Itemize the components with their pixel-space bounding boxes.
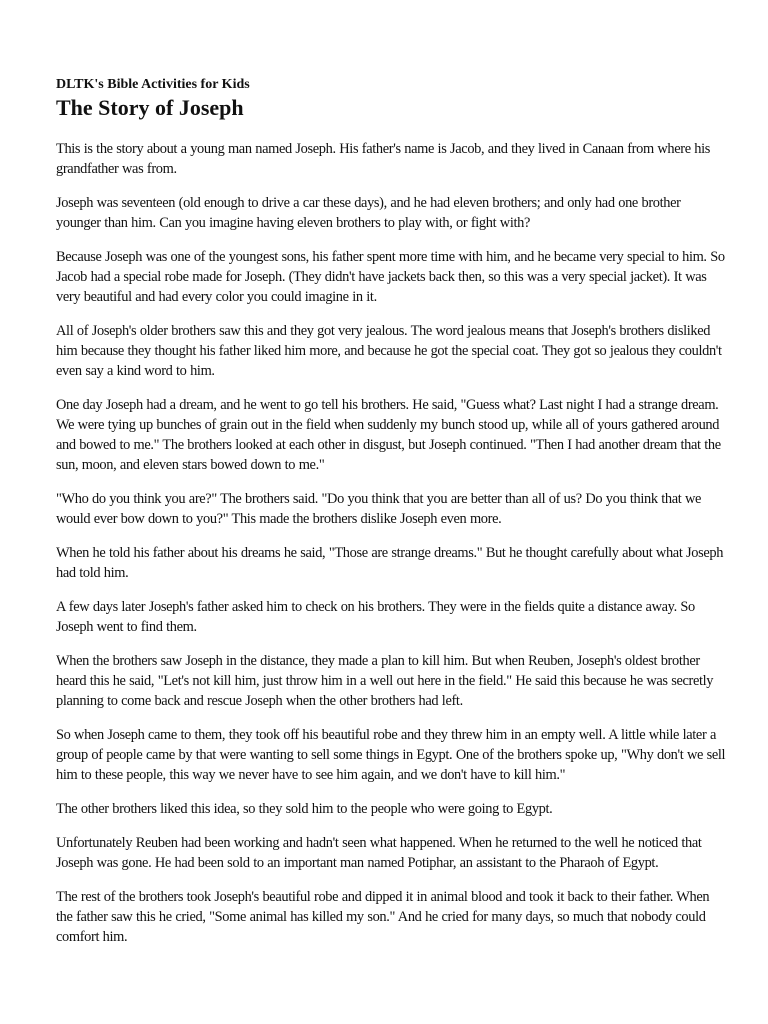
- document-page: [56, 76, 726, 961]
- paragraph: A few days later Joseph's father asked him to check on his brothers. They were in the fields quite a distance away. So Joseph went to find them.: [56, 599, 695, 635]
- paragraph: The rest of the brothers took Joseph's beautiful robe and dipped it in animal blood and took it back to their father. When the father saw this he cried, "Some animal has killed my son." And he cried for many days, so much that nobody could comfort him.: [56, 889, 710, 945]
- paragraph: Because Joseph was one of the youngest sons, his father spent more time with him, and he became very special to him. So Jacob had a special robe made for Joseph. (They didn't have jackets back then, so this was a very special jacket). It was very beautiful and had every color you could imagine in it.: [56, 249, 725, 305]
- paragraph: When the brothers saw Joseph in the distance, they made a plan to kill him. But when Reuben, Joseph's oldest brother heard this he said, "Let's not kill him, just throw him in a well out here in the field." He said this because he was secretly planning to come back and rescue Joseph when the other brothers had left.: [56, 653, 714, 709]
- paragraph: The other brothers liked this idea, so they sold him to the people who were going to Egypt.: [56, 801, 553, 817]
- site-title: DLTK's Bible Activities for Kids: [56, 77, 250, 92]
- paragraph: All of Joseph's older brothers saw this and they got very jealous. The word jealous means that Joseph's brothers disliked him because they thought his father liked him more, and because he got the special coat. They got so jealous they couldn't even say a kind word to him.: [56, 323, 722, 379]
- paragraph: "Who do you think you are?" The brothers said. "Do you think that you are better than all of us? Do you think that we would ever bow down to you?" This made the brothers dislike Joseph even more.: [56, 491, 702, 527]
- paragraph: One day Joseph had a dream, and he went to go tell his brothers. He said, "Guess what? Last night I had a strange dream. We were tying up bunches of grain out in the field when suddenly my bunch stood up, while all of yours gathered around and bowed to me." The brothers looked at each other in disgust, but Joseph continued. "Then I had another dream that the sun, moon, and eleven stars bowed down to me.": [56, 397, 721, 473]
- paragraph: When he told his father about his dreams he said, "Those are strange dreams." But he thought carefully about what Joseph had told him.: [56, 545, 724, 581]
- paragraph: This is the story about a young man named Joseph. His father's name is Jacob, and they lived in Canaan from where his grandfather was from.: [56, 141, 711, 177]
- paragraph: So when Joseph came to them, they took off his beautiful robe and they threw him in an empty well. A little while later a group of people came by that were wanting to sell some things in Egypt. One of the brothers spoke up, "Why don't we sell him to these people, this way we never have to see him again, and we don't have to kill him.": [56, 727, 726, 783]
- paragraph: Joseph was seventeen (old enough to drive a car these days), and he had eleven brothers; and only had one brother younger than him. Can you imagine having eleven brothers to play with, or fight with?: [56, 195, 681, 231]
- page-title: The Story of Joseph: [56, 95, 244, 120]
- paragraph: Unfortunately Reuben had been working and hadn't seen what happened. When he returned to the well he noticed that Joseph was gone. He had been sold to an important man named Potiphar, an assistant to the Pharaoh of Egypt.: [56, 835, 702, 871]
